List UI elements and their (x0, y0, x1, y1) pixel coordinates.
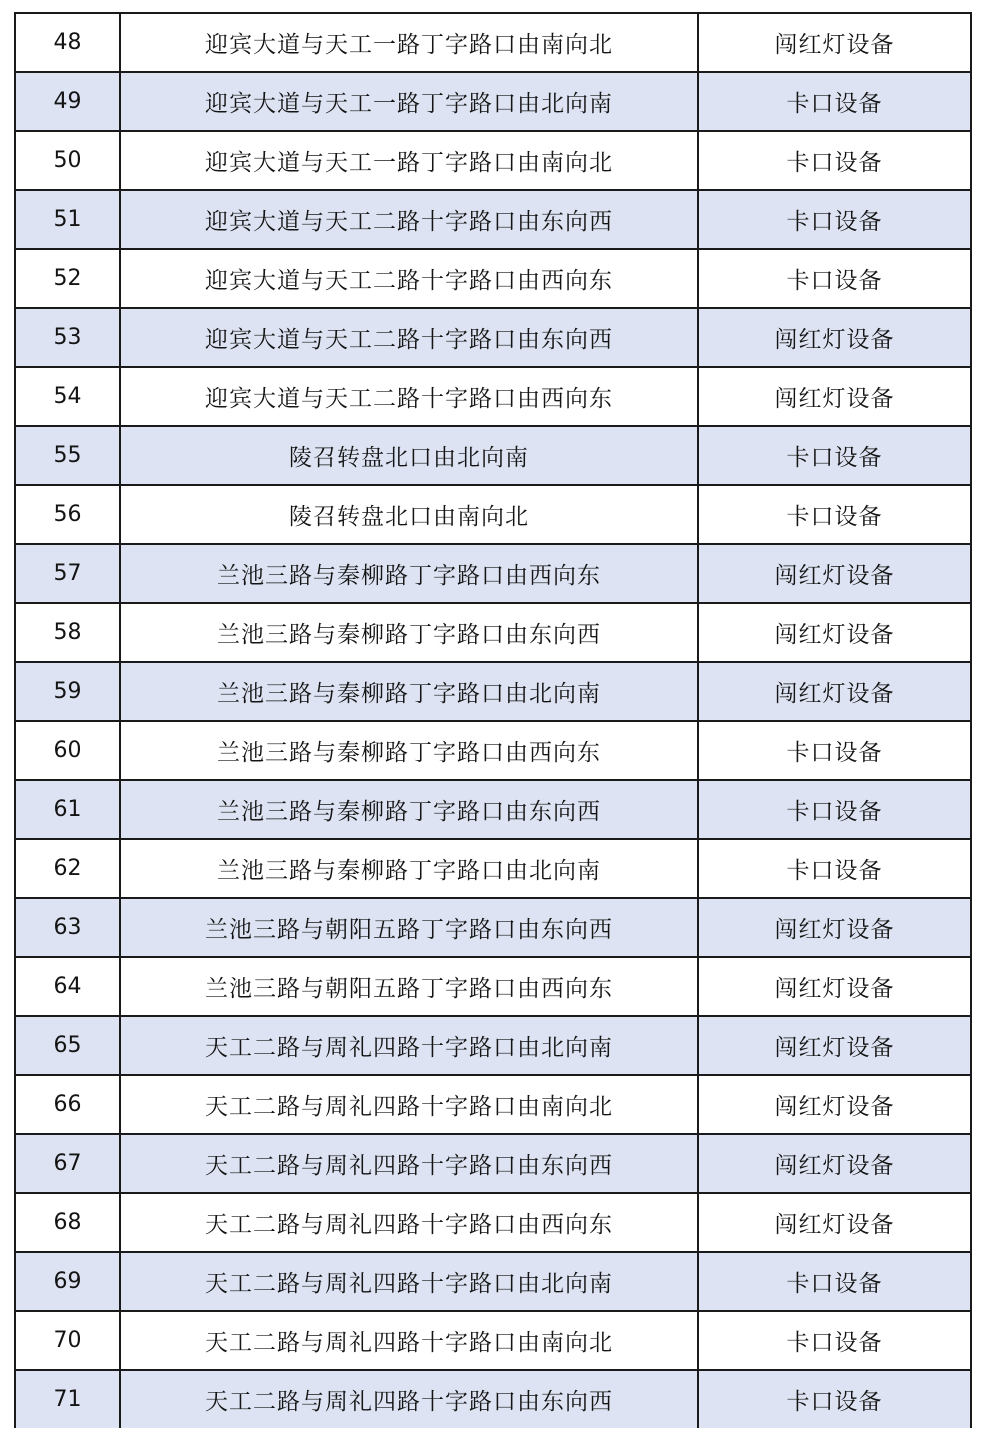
table-row (16, 662, 970, 721)
table-row (16, 1252, 970, 1311)
row-number: 53 (16, 308, 120, 367)
row-number: 70 (16, 1311, 120, 1370)
table-row (16, 1134, 970, 1193)
row-device-type: 闯红灯设备 (698, 1134, 970, 1193)
table-row (16, 721, 970, 780)
row-number: 65 (16, 1016, 120, 1075)
table-row (16, 544, 970, 603)
row-location: 迎宾大道与天工一路丁字路口由北向南 (120, 72, 698, 131)
table-row (16, 308, 970, 367)
table-row (16, 249, 970, 308)
row-number: 61 (16, 780, 120, 839)
row-location: 兰池三路与朝阳五路丁字路口由西向东 (120, 957, 698, 1016)
row-location: 陵召转盘北口由南向北 (120, 485, 698, 544)
row-location: 天工二路与周礼四路十字路口由西向东 (120, 1193, 698, 1252)
row-number: 63 (16, 898, 120, 957)
table-row (16, 426, 970, 485)
row-location: 兰池三路与朝阳五路丁字路口由东向西 (120, 898, 698, 957)
device-table-body (16, 14, 970, 1428)
table-row (16, 1311, 970, 1370)
row-device-type: 闯红灯设备 (698, 308, 970, 367)
row-number: 49 (16, 72, 120, 131)
table-row (16, 131, 970, 190)
row-number: 67 (16, 1134, 120, 1193)
row-number: 51 (16, 190, 120, 249)
row-location: 天工二路与周礼四路十字路口由南向北 (120, 1311, 698, 1370)
row-device-type: 卡口设备 (698, 1370, 970, 1428)
row-device-type: 卡口设备 (698, 721, 970, 780)
row-device-type: 闯红灯设备 (698, 367, 970, 426)
table-row (16, 603, 970, 662)
row-device-type: 闯红灯设备 (698, 957, 970, 1016)
row-device-type: 闯红灯设备 (698, 898, 970, 957)
device-table-sheet (14, 12, 972, 1428)
table-row (16, 14, 970, 72)
row-device-type: 卡口设备 (698, 780, 970, 839)
row-number: 48 (16, 14, 120, 72)
row-device-type: 卡口设备 (698, 131, 970, 190)
row-number: 66 (16, 1075, 120, 1134)
row-location: 兰池三路与秦柳路丁字路口由西向东 (120, 721, 698, 780)
row-device-type: 卡口设备 (698, 72, 970, 131)
device-table (16, 14, 970, 1428)
row-location: 迎宾大道与天工一路丁字路口由南向北 (120, 131, 698, 190)
row-device-type: 卡口设备 (698, 485, 970, 544)
row-device-type: 闯红灯设备 (698, 14, 970, 72)
row-number: 55 (16, 426, 120, 485)
row-number: 69 (16, 1252, 120, 1311)
row-device-type: 卡口设备 (698, 190, 970, 249)
table-row (16, 485, 970, 544)
row-device-type: 卡口设备 (698, 426, 970, 485)
row-location: 天工二路与周礼四路十字路口由北向南 (120, 1016, 698, 1075)
row-device-type: 闯红灯设备 (698, 603, 970, 662)
row-location: 兰池三路与秦柳路丁字路口由东向西 (120, 780, 698, 839)
row-device-type: 闯红灯设备 (698, 544, 970, 603)
row-number: 59 (16, 662, 120, 721)
row-location: 天工二路与周礼四路十字路口由北向南 (120, 1252, 698, 1311)
row-device-type: 卡口设备 (698, 839, 970, 898)
row-device-type: 卡口设备 (698, 1252, 970, 1311)
row-device-type: 闯红灯设备 (698, 662, 970, 721)
row-number: 56 (16, 485, 120, 544)
row-location: 迎宾大道与天工二路十字路口由西向东 (120, 249, 698, 308)
table-row (16, 957, 970, 1016)
row-number: 68 (16, 1193, 120, 1252)
row-location: 兰池三路与秦柳路丁字路口由东向西 (120, 603, 698, 662)
row-number: 50 (16, 131, 120, 190)
row-device-type: 闯红灯设备 (698, 1016, 970, 1075)
table-row (16, 367, 970, 426)
row-device-type: 卡口设备 (698, 1311, 970, 1370)
table-row (16, 190, 970, 249)
table-row (16, 72, 970, 131)
row-location: 兰池三路与秦柳路丁字路口由北向南 (120, 662, 698, 721)
row-number: 58 (16, 603, 120, 662)
row-location: 迎宾大道与天工二路十字路口由西向东 (120, 367, 698, 426)
row-location: 陵召转盘北口由北向南 (120, 426, 698, 485)
row-number: 64 (16, 957, 120, 1016)
row-location: 天工二路与周礼四路十字路口由东向西 (120, 1134, 698, 1193)
table-row (16, 898, 970, 957)
row-device-type: 闯红灯设备 (698, 1075, 970, 1134)
row-location: 兰池三路与秦柳路丁字路口由北向南 (120, 839, 698, 898)
row-location: 天工二路与周礼四路十字路口由南向北 (120, 1075, 698, 1134)
row-number: 57 (16, 544, 120, 603)
row-number: 54 (16, 367, 120, 426)
row-location: 天工二路与周礼四路十字路口由东向西 (120, 1370, 698, 1428)
row-device-type: 卡口设备 (698, 249, 970, 308)
row-number: 52 (16, 249, 120, 308)
row-number: 60 (16, 721, 120, 780)
row-location: 迎宾大道与天工二路十字路口由东向西 (120, 190, 698, 249)
row-number: 62 (16, 839, 120, 898)
row-device-type: 闯红灯设备 (698, 1193, 970, 1252)
table-row (16, 1193, 970, 1252)
row-location: 兰池三路与秦柳路丁字路口由西向东 (120, 544, 698, 603)
row-location: 迎宾大道与天工二路十字路口由东向西 (120, 308, 698, 367)
table-row (16, 1016, 970, 1075)
table-row (16, 1075, 970, 1134)
row-number: 71 (16, 1370, 120, 1428)
table-row (16, 1370, 970, 1428)
row-location: 迎宾大道与天工一路丁字路口由南向北 (120, 14, 698, 72)
table-row (16, 839, 970, 898)
table-row (16, 780, 970, 839)
